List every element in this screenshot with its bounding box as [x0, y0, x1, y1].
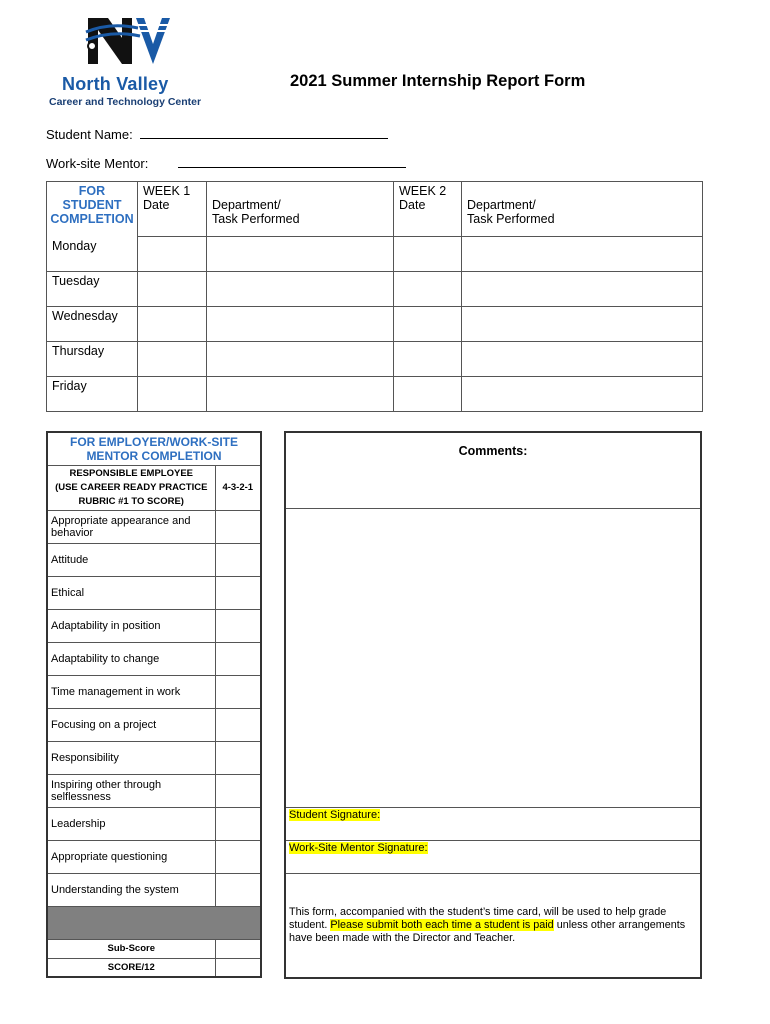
- criterion-score-cell[interactable]: [215, 840, 261, 873]
- week1-date-cell[interactable]: [138, 342, 207, 377]
- comments-input[interactable]: [286, 509, 700, 807]
- instructions-note: This form, accompanied with the student’s time card, will be used to help grade student. Please submit both each time a student is paid unless other arrangements have been made with the Director and Teacher.: [289, 906, 686, 944]
- table-row: [47, 272, 703, 307]
- criterion-label: Appropriate questioning: [47, 840, 215, 873]
- week2-task-cell[interactable]: [462, 237, 703, 272]
- for-student-completion-label: FOR STUDENT COMPLETION: [47, 182, 138, 237]
- criterion-score-cell[interactable]: [215, 774, 261, 807]
- shaded-row: [47, 906, 261, 939]
- criterion-label: Understanding the system: [47, 873, 215, 906]
- week2-dept-header: Department/ Task Performed: [462, 182, 703, 237]
- criterion-label: Focusing on a project: [47, 708, 215, 741]
- table-row: [47, 307, 703, 342]
- score-label: SCORE/12: [47, 958, 215, 977]
- table-row: [47, 237, 703, 272]
- criterion-label: Attitude: [47, 543, 215, 576]
- subscore-label: Sub-Score: [47, 939, 215, 958]
- student-name-label: Student Name:: [46, 127, 133, 142]
- table-row: [47, 342, 703, 377]
- week1-dept-header: Department/ Task Performed: [207, 182, 394, 237]
- week1-task-cell[interactable]: [207, 342, 394, 377]
- student-signature-field[interactable]: [289, 809, 380, 821]
- note-highlight: Please submit both each time a student is paid: [330, 919, 554, 931]
- week1-date-cell[interactable]: [138, 307, 207, 342]
- week2-date-cell[interactable]: [394, 237, 462, 272]
- criterion-label: Ethical: [47, 576, 215, 609]
- week1-date-cell[interactable]: [138, 272, 207, 307]
- week2-date-cell[interactable]: [394, 342, 462, 377]
- score-scale-header: 4-3-2-1: [215, 465, 261, 510]
- comments-title: Comments:: [458, 444, 528, 458]
- table-row: [47, 543, 261, 576]
- logo-subtitle: Career and Technology Center: [49, 96, 202, 108]
- criterion-score-cell[interactable]: [215, 708, 261, 741]
- week2-task-cell[interactable]: [462, 307, 703, 342]
- day-label: Wednesday: [47, 307, 138, 342]
- table-row: [47, 377, 703, 412]
- criterion-score-cell[interactable]: [215, 807, 261, 840]
- week-table: [46, 181, 703, 412]
- student-name-field: [46, 126, 388, 142]
- mentor-signature-label: Work-Site Mentor Signature:: [289, 842, 428, 854]
- day-label: Tuesday: [47, 272, 138, 307]
- mentor-input[interactable]: [178, 155, 406, 168]
- table-row: [47, 510, 261, 543]
- criterion-label: Appropriate appearance and behavior: [47, 510, 215, 543]
- week2-date-header: WEEK 2 Date: [394, 182, 462, 237]
- day-label: Monday: [47, 237, 138, 272]
- table-row: [47, 807, 261, 840]
- criterion-label: Adaptability to change: [47, 642, 215, 675]
- page-title: 2021 Summer Internship Report Form: [290, 72, 586, 90]
- responsible-employee-header: RESPONSIBLE EMPLOYEE (USE CAREER READY PRACTICE RUBRIC #1 TO SCORE): [47, 465, 215, 510]
- criterion-label: Time management in work: [47, 675, 215, 708]
- week2-date-cell[interactable]: [394, 377, 462, 412]
- table-row: [47, 642, 261, 675]
- day-label: Thursday: [47, 342, 138, 377]
- week2-date-cell[interactable]: [394, 272, 462, 307]
- criterion-label: Inspiring other through selflessness: [47, 774, 215, 807]
- table-row: [47, 741, 261, 774]
- mentor-field: [46, 155, 406, 171]
- week1-task-cell[interactable]: [207, 272, 394, 307]
- table-row: [47, 873, 261, 906]
- criterion-score-cell[interactable]: [215, 510, 261, 543]
- criterion-score-cell[interactable]: [215, 642, 261, 675]
- criterion-score-cell[interactable]: [215, 873, 261, 906]
- week1-date-header: WEEK 1 Date: [138, 182, 207, 237]
- table-row: [47, 576, 261, 609]
- criterion-score-cell[interactable]: [215, 675, 261, 708]
- criterion-label: Responsibility: [47, 741, 215, 774]
- table-row: [47, 840, 261, 873]
- student-name-input[interactable]: [140, 126, 388, 139]
- comments-box: [284, 431, 702, 979]
- day-label: Friday: [47, 377, 138, 412]
- table-row: [47, 774, 261, 807]
- week2-task-cell[interactable]: [462, 377, 703, 412]
- week1-date-cell[interactable]: [138, 237, 207, 272]
- week1-task-cell[interactable]: [207, 377, 394, 412]
- table-row: [47, 675, 261, 708]
- logo-name: North Valley: [62, 74, 169, 94]
- criterion-score-cell[interactable]: [215, 543, 261, 576]
- criterion-score-cell[interactable]: [215, 576, 261, 609]
- criterion-label: Leadership: [47, 807, 215, 840]
- week2-task-cell[interactable]: [462, 342, 703, 377]
- week1-task-cell[interactable]: [207, 237, 394, 272]
- criterion-label: Adaptability in position: [47, 609, 215, 642]
- criterion-score-cell[interactable]: [215, 741, 261, 774]
- employer-table: [46, 431, 262, 978]
- employer-header: FOR EMPLOYER/WORK-SITE MENTOR COMPLETION: [47, 432, 261, 465]
- week1-task-cell[interactable]: [207, 307, 394, 342]
- table-row: [47, 609, 261, 642]
- week2-task-cell[interactable]: [462, 272, 703, 307]
- week1-date-cell[interactable]: [138, 377, 207, 412]
- criterion-score-cell[interactable]: [215, 609, 261, 642]
- table-row: [47, 708, 261, 741]
- mentor-label: Work-site Mentor:: [46, 156, 149, 171]
- student-signature-label: Student Signature:: [289, 809, 381, 821]
- mentor-signature-field[interactable]: [289, 842, 428, 854]
- score-cell[interactable]: [215, 958, 261, 977]
- nv-logo-icon: [40, 10, 215, 80]
- subscore-cell[interactable]: [215, 939, 261, 958]
- week2-date-cell[interactable]: [394, 307, 462, 342]
